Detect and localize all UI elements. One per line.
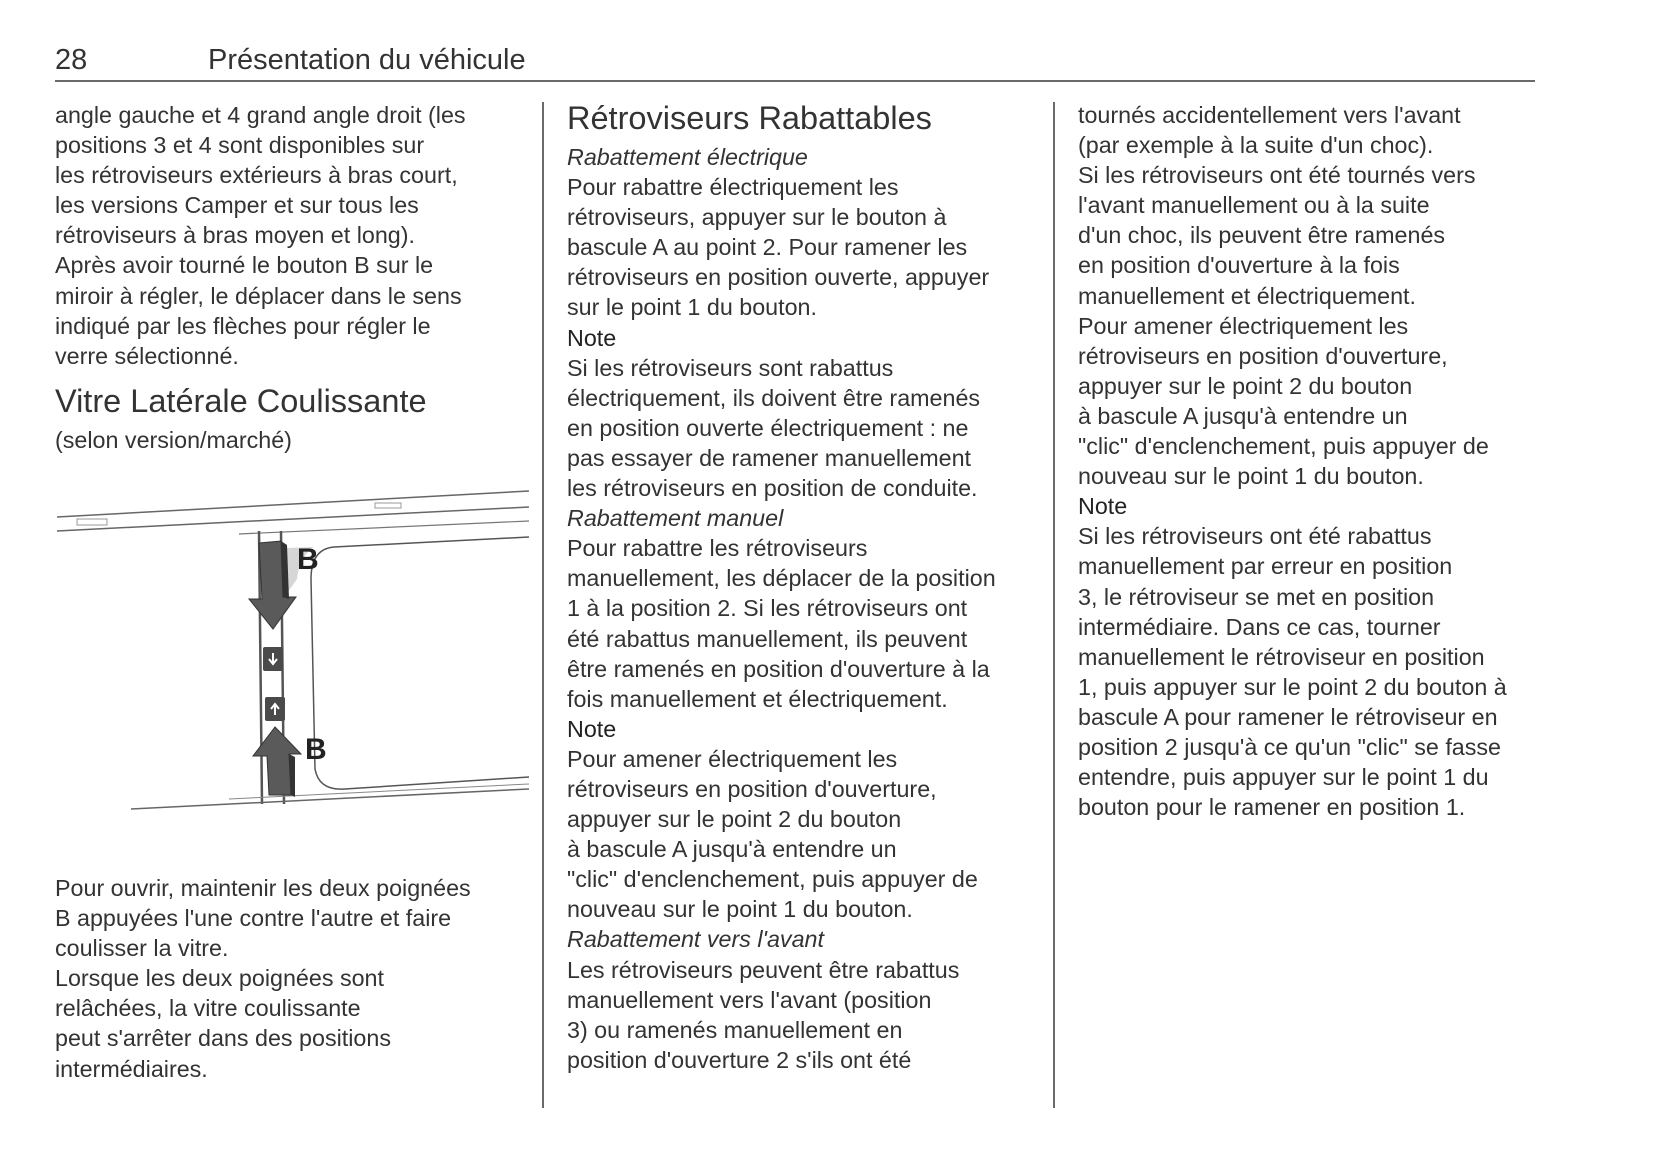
text-line: "clic" d'enclenchement, puis appuyer de bbox=[1078, 433, 1489, 460]
text-line: Lorsque les deux poignées sont bbox=[55, 965, 384, 992]
text-line: l'avant manuellement ou à la suite bbox=[1078, 192, 1430, 219]
text-line: à bascule A jusqu'à entendre un bbox=[567, 836, 897, 863]
text-line: bascule A pour ramener le rétroviseur en bbox=[1078, 703, 1498, 730]
text-line: les rétroviseurs en position de conduite. bbox=[567, 475, 978, 502]
text-line: positions 3 et 4 sont disponibles sur bbox=[55, 132, 425, 159]
text-line: Pour amener électriquement les bbox=[1078, 312, 1409, 339]
text-line: en position ouverte électriquement : ne bbox=[567, 414, 969, 441]
text-line: électriquement, ils doivent être ramenés bbox=[567, 384, 981, 411]
text-line: B appuyées l'une contre l'autre et faire bbox=[55, 905, 452, 932]
sliding-window-diagram bbox=[49, 469, 529, 819]
text-line: indiqué par les flèches pour régler le bbox=[55, 312, 431, 339]
text-line: entendre, puis appuyer sur le point 1 du bbox=[1078, 764, 1489, 791]
text-line: rétroviseurs à bras moyen et long). bbox=[55, 222, 415, 249]
text-line: manuellement le rétroviseur en position bbox=[1078, 643, 1485, 670]
text-line: intermédiaires. bbox=[55, 1055, 208, 1082]
text-line: bascule A au point 2. Pour ramener les bbox=[567, 234, 968, 261]
text-line: pas essayer de ramener manuellement bbox=[567, 444, 972, 471]
column-divider bbox=[1053, 102, 1055, 1108]
note-label: Note bbox=[1078, 493, 1128, 520]
text-line: Si les rétroviseurs ont été rabattus bbox=[1078, 523, 1432, 550]
column-divider bbox=[542, 102, 544, 1108]
column-1 bbox=[55, 100, 525, 1084]
note-label: Note bbox=[567, 324, 617, 351]
note-label: Note bbox=[567, 715, 617, 742]
text-line: les rétroviseurs extérieurs à bras court, bbox=[55, 162, 458, 189]
text-line: manuellement vers l'avant (position bbox=[567, 986, 932, 1013]
text-line: nouveau sur le point 1 du bouton. bbox=[567, 896, 913, 923]
figure-label-b-bottom: B bbox=[305, 732, 327, 766]
section-heading-folding-mirrors: Rétroviseurs Rabattables bbox=[567, 100, 932, 136]
text-line: fois manuellement et électriquement. bbox=[567, 685, 948, 712]
subheading-manual-folding: Rabattement manuel bbox=[567, 505, 784, 532]
text-line: bouton pour le ramener en position 1. bbox=[1078, 794, 1466, 821]
column-2 bbox=[567, 100, 1037, 1075]
text-line: manuellement, les déplacer de la position bbox=[567, 565, 996, 592]
text-line: été rabattus manuellement, ils peuvent bbox=[567, 625, 968, 652]
text-line: rétroviseurs en position d'ouverture, bbox=[1078, 342, 1448, 369]
text-line: position 2 jusqu'à ce qu'un "clic" se fasse bbox=[1078, 733, 1502, 760]
text-line: Pour ouvrir, maintenir les deux poignées bbox=[55, 874, 471, 901]
text-line: peut s'arrêter dans des positions bbox=[55, 1025, 391, 1052]
text-line: Pour rabattre électriquement les bbox=[567, 174, 899, 201]
text-line: nouveau sur le point 1 du bouton. bbox=[1078, 463, 1424, 490]
text-line: relâchées, la vitre coulissante bbox=[55, 995, 361, 1022]
text-line: appuyer sur le point 2 du bouton bbox=[1078, 372, 1413, 399]
text-line: Les rétroviseurs peuvent être rabattus bbox=[567, 956, 960, 983]
text-line: d'un choc, ils peuvent être ramenés bbox=[1078, 222, 1446, 249]
text-line: Après avoir tourné le bouton B sur le bbox=[55, 252, 434, 279]
page-header bbox=[55, 42, 1535, 82]
text-line: appuyer sur le point 2 du bouton bbox=[567, 806, 902, 833]
page-title: Présentation du véhicule bbox=[208, 44, 526, 76]
text-line: rétroviseurs en position d'ouverture, bbox=[567, 775, 937, 802]
column-3 bbox=[1078, 100, 1548, 822]
text-line: position d'ouverture 2 s'ils ont été bbox=[567, 1046, 912, 1073]
text-line: en position d'ouverture à la fois bbox=[1078, 252, 1400, 279]
subheading-forward-folding: Rabattement vers l'avant bbox=[567, 926, 824, 953]
text-line: "clic" d'enclenchement, puis appuyer de bbox=[567, 866, 978, 893]
text-line: rétroviseurs, appuyer sur le bouton à bbox=[567, 204, 947, 231]
text-line: Si les rétroviseurs sont rabattus bbox=[567, 354, 894, 381]
text-line: être ramenés en position d'ouverture à la bbox=[567, 655, 990, 682]
text-line: angle gauche et 4 grand angle droit (les bbox=[55, 102, 466, 128]
text-line: sur le point 1 du bouton. bbox=[567, 294, 817, 321]
sliding-window-illustration bbox=[55, 469, 515, 819]
page-number: 28 bbox=[55, 44, 88, 76]
text-line: verre sélectionné. bbox=[55, 342, 239, 369]
section-qualifier: (selon version/marché) bbox=[55, 426, 292, 453]
text-line: intermédiaire. Dans ce cas, tourner bbox=[1078, 613, 1441, 640]
text-line: 1 à la position 2. Si les rétroviseurs ont bbox=[567, 595, 968, 622]
sliding-window-paragraph bbox=[55, 873, 525, 1084]
intro-paragraph bbox=[55, 100, 525, 371]
text-line: Si les rétroviseurs ont été tournés vers bbox=[1078, 162, 1476, 189]
subheading-electric-folding: Rabattement électrique bbox=[567, 144, 808, 170]
text-line: rétroviseurs en position ouverte, appuyer bbox=[567, 264, 990, 291]
text-line: à bascule A jusqu'à entendre un bbox=[1078, 402, 1408, 429]
text-line: Pour amener électriquement les bbox=[567, 745, 898, 772]
text-line: (par exemple à la suite d'un choc). bbox=[1078, 132, 1434, 159]
figure-label-b-top: B bbox=[297, 542, 319, 576]
text-line: 3, le rétroviseur se met en position bbox=[1078, 583, 1435, 610]
text-line: coulisser la vitre. bbox=[55, 935, 229, 962]
text-line: tournés accidentellement vers l'avant bbox=[1078, 102, 1461, 128]
text-line: 3) ou ramenés manuellement en bbox=[567, 1016, 903, 1043]
text-line: manuellement par erreur en position bbox=[1078, 553, 1453, 580]
text-line: Pour rabattre les rétroviseurs bbox=[567, 535, 868, 562]
text-line: miroir à régler, le déplacer dans le sens bbox=[55, 282, 462, 309]
text-line: les versions Camper et sur tous les bbox=[55, 192, 419, 219]
text-line: manuellement et électriquement. bbox=[1078, 282, 1416, 309]
text-line: 1, puis appuyer sur le point 2 du bouton à bbox=[1078, 673, 1507, 700]
section-heading-sliding-window: Vitre Latérale Coulissante bbox=[55, 382, 427, 419]
